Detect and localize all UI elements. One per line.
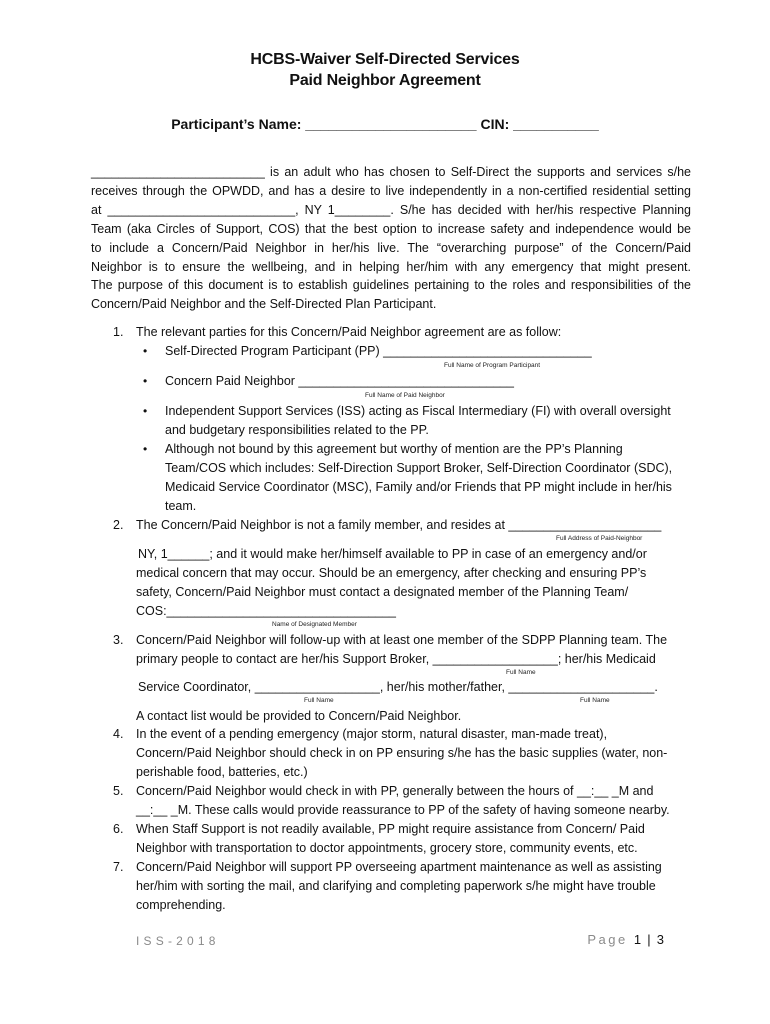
page-number: 1	[633, 932, 642, 947]
bullet-text: Concern Paid Neighbor _______________________________	[165, 374, 514, 388]
page-label: Page	[587, 932, 628, 947]
field-caption: Full Name of Program Participant	[444, 362, 541, 369]
intro-line: Concern/Paid Neighbor and the Self-Directed Plan Participant.	[91, 297, 437, 312]
list-number: 2.	[113, 518, 124, 532]
list-number: 5.	[113, 784, 124, 798]
list-item-text: Concern/Paid Neighbor will support PP overseeing apartment maintenance as well as assisting	[136, 860, 662, 874]
list-item-text: comprehending.	[136, 898, 226, 912]
intro-line: The purpose of this document is to establish guidelines pertaining to the roles and responsibilities of the	[91, 278, 691, 293]
bullet-text: team.	[165, 499, 197, 513]
intro-line: Team (aka Circles of Support, COS) that the best option to increase safety and independence would be	[91, 221, 691, 236]
field-caption: Full Address of Paid-Neighbor	[556, 535, 643, 542]
footer-document-code: ISS-2018	[136, 934, 220, 948]
list-item-text: __:__ _M. These calls would provide reassurance to PP of the safety of having someone nearby.	[136, 803, 670, 817]
field-caption: Full Name	[304, 697, 334, 704]
list-item-text: NY, 1______; and it would make her/himself available to PP in case of an emergency and/or	[138, 547, 647, 561]
intro-line: to include a Concern/Paid Neighbor in her/his live. The “overarching purpose” of the Concern/Paid	[91, 240, 691, 255]
list-number: 1.	[113, 325, 124, 339]
bullet-text: Self-Directed Program Participant (PP) ______________________________	[165, 344, 592, 358]
bullet-icon: •	[143, 442, 148, 456]
list-item-text: safety, Concern/Paid Neighbor must contact a designated member of the Planning Team/	[136, 585, 629, 599]
bullet-icon: •	[143, 374, 148, 388]
list-item-text: medical concern that may occur. Should be an emergency, after checking and ensuring PP’s	[136, 566, 647, 580]
intro-line: receives through the OPWDD, and has a desire to live independently in a non-certified residential setting	[91, 183, 691, 198]
field-caption: Full Name	[580, 697, 610, 704]
field-caption: Full Name	[506, 669, 536, 676]
list-item-text: Concern/Paid Neighbor will follow-up with at least one member of the SDPP Planning team. The	[136, 633, 668, 647]
list-item-text: Concern/Paid Neighbor should check in on PP ensuring s/he has the basic supplies (water, non-	[136, 746, 668, 760]
list-item-text: The relevant parties for this Concern/Paid Neighbor agreement are as follow:	[136, 325, 562, 339]
list-number: 6.	[113, 822, 124, 836]
list-item-text: A contact list would be provided to Concern/Paid Neighbor.	[136, 709, 462, 723]
list-number: 7.	[113, 860, 124, 874]
list-item-text: COS:_________________________________	[136, 604, 396, 618]
page-total: 3	[656, 932, 664, 947]
footer-page-indicator	[587, 932, 664, 947]
intro-line: _________________________ is an adult who has chosen to Self-Direct the supports and services s/he	[91, 165, 691, 179]
participant-line: Participant’s Name: ______________________ CIN: ___________	[171, 116, 599, 132]
list-item-text: Service Coordinator, __________________, her/his mother/father, _____________________.	[138, 680, 658, 694]
list-item-text: When Staff Support is not readily available, PP might require assistance from Concern/ Paid	[136, 822, 645, 836]
field-caption: Full Name of Paid Neighbor	[365, 392, 445, 399]
list-item-text: The Concern/Paid Neighbor is not a family member, and resides at ______________________	[136, 518, 662, 532]
bullet-icon: •	[143, 344, 148, 358]
list-number: 4.	[113, 727, 124, 741]
field-caption: Name of Designated Member	[272, 621, 357, 628]
bullet-text: Although not bound by this agreement but worthy of mention are the PP’s Planning	[165, 442, 623, 456]
bullet-text: and budgetary responsibilities related to the PP.	[165, 423, 429, 437]
page-separator: |	[647, 932, 651, 947]
intro-line: Neighbor is to ensure the wellbeing, and in helping her/him with any emergency that might present.	[91, 259, 691, 274]
bullet-text: Independent Support Services (ISS) acting as Fiscal Intermediary (FI) with overall oversight	[165, 404, 671, 418]
bullet-icon: •	[143, 404, 148, 418]
list-item-text: primary people to contact are her/his Support Broker, __________________; her/his Medicaid	[136, 652, 656, 666]
bullet-text: Team/COS which includes: Self-Direction Support Broker, Self-Direction Coordinator (SDC),	[165, 461, 673, 475]
list-item-text: Neighbor with transportation to doctor appointments, grocery store, community events, etc.	[136, 841, 638, 855]
document-title: HCBS-Waiver Self-Directed Services	[250, 51, 520, 68]
document-subtitle: Paid Neighbor Agreement	[289, 72, 481, 89]
list-item-text: her/him with sorting the mail, and clarifying and completing paperwork s/he might have trouble	[136, 879, 656, 893]
intro-paragraph	[91, 163, 691, 314]
list-item-text: In the event of a pending emergency (major storm, natural disaster, man-made treat),	[136, 727, 608, 741]
list-number: 3.	[113, 633, 124, 647]
intro-line: at ___________________________, NY 1________. S/he has decided with her/his respective Planning	[91, 202, 691, 217]
list-item-text: perishable food, batteries, etc.)	[136, 765, 308, 779]
list-item-text: Concern/Paid Neighbor would check in with PP, generally between the hours of __:__ _M and	[136, 784, 654, 798]
bullet-text: Medicaid Service Coordinator (MSC), Family and/or Friends that PP might include in her/his	[165, 480, 672, 494]
